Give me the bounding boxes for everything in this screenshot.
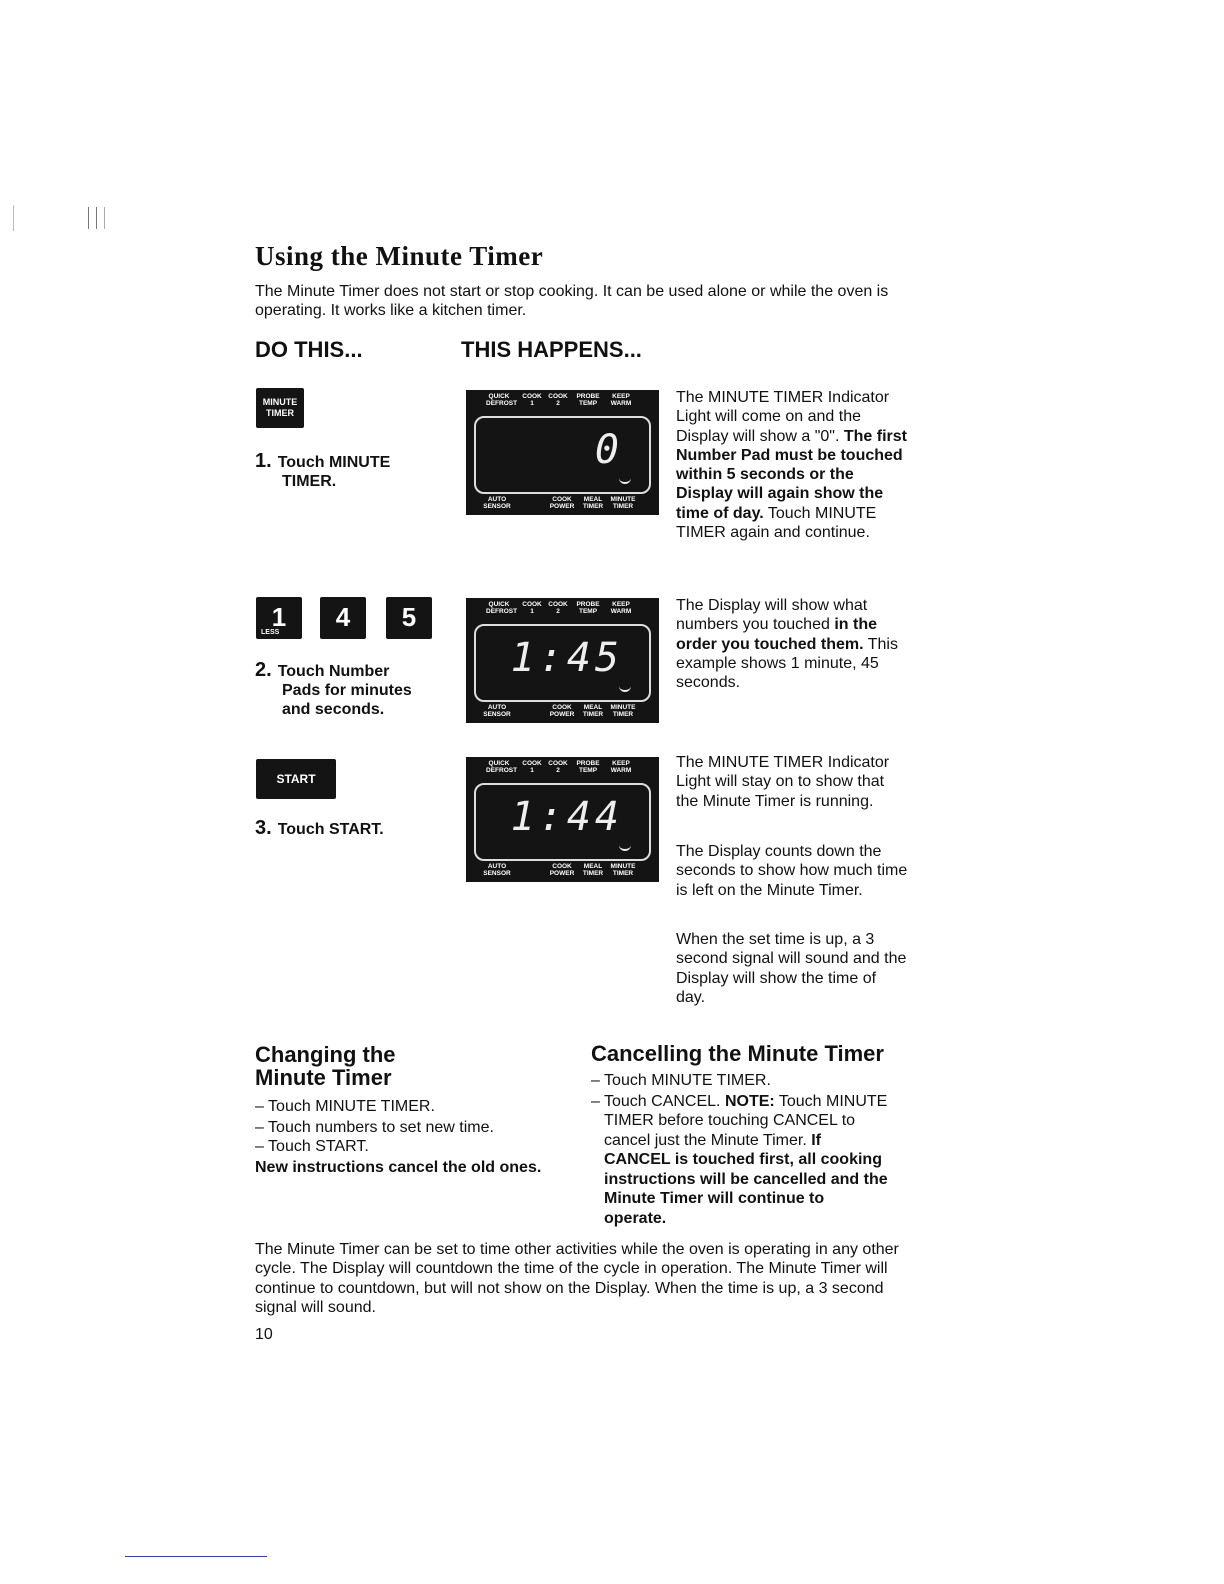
panel-label: MEAL TIMER: [582, 863, 604, 877]
step-action: Touch START.: [277, 821, 384, 838]
key-label: MINUTE: [262, 397, 298, 407]
list-item: – Touch numbers to set new time.: [255, 1118, 494, 1136]
step-number: 1.: [255, 450, 272, 472]
start-key: START: [256, 759, 336, 799]
this-happens-heading: THIS HAPPENS...: [461, 337, 642, 362]
page-number: 10: [255, 1326, 273, 1343]
heading-line: Changing the: [255, 1042, 396, 1067]
list-item: – Touch START.: [255, 1138, 369, 1155]
list-item-text: [604, 1092, 889, 1229]
step-action: Touch MINUTE: [277, 454, 391, 471]
panel-label: MINUTE TIMER: [610, 704, 636, 718]
panel-label: MEAL TIMER: [582, 496, 604, 510]
panel-label: COOK 1: [522, 393, 542, 407]
step-3-description: The Display counts down the seconds to show how much time is left on the Minute Timer.: [676, 843, 908, 899]
intro-text: The Minute Timer does not start or stop cooking. It can be used alone or while the oven is operating. It works like a kitchen timer.: [255, 283, 889, 319]
note-label: NOTE:: [724, 1092, 775, 1110]
list-dash: –: [591, 1092, 600, 1110]
panel-label: KEEP WARM: [610, 393, 632, 407]
indicator-light: [619, 844, 631, 851]
display-window: [474, 783, 651, 861]
panel-label: MINUTE TIMER: [610, 496, 636, 510]
step-action: Touch Number: [277, 663, 390, 680]
list-bold: If CANCEL is touched first, all cooking instructions will be cancelled and the Minute Timer will continue to operate.: [604, 1131, 888, 1227]
panel-label: AUTO SENSOR: [483, 496, 511, 510]
step-1-description: [676, 388, 908, 542]
margin-mark: [88, 207, 89, 229]
number-key-5: 5: [386, 597, 432, 639]
panel-label: QUICK DEFROST: [486, 393, 518, 407]
list-item: – Touch MINUTE TIMER.: [255, 1098, 435, 1115]
panel-bottom-labels: [466, 496, 659, 512]
panel-label: COOK 2: [548, 601, 568, 615]
step-number: 3.: [255, 817, 272, 839]
list-item: [591, 1092, 916, 1229]
panel-label: COOK 1: [522, 760, 542, 774]
oven-display-panel: [466, 598, 659, 723]
list-text: Touch MINUTE TIMER before touching CANCEL to cancel just the Minute Timer.: [604, 1092, 888, 1149]
panel-label: KEEP WARM: [610, 760, 632, 774]
key-sublabel: LESS: [261, 629, 280, 636]
panel-label: PROBE TEMP: [576, 760, 600, 774]
panel-label: COOK POWER: [549, 863, 575, 877]
display-window: [474, 624, 651, 702]
section-heading: [255, 1043, 555, 1089]
closing-paragraph: The Minute Timer can be set to time other activities while the oven is operating in any other cycle. The Display will countdown the time of the cycle in operation. The Minute Timer will continue to countdown, but will not show on the Display. When the time is up, a 3 second signal will sound.: [255, 1241, 899, 1316]
panel-label: KEEP WARM: [610, 601, 632, 615]
step-2-description: [676, 596, 908, 692]
oven-display-panel: [466, 757, 659, 882]
section-note: New instructions cancel the old ones.: [255, 1158, 542, 1176]
cancelling-section: [591, 1042, 916, 1228]
panel-label: AUTO SENSOR: [483, 704, 511, 718]
display-window: [474, 416, 651, 494]
display-readout: 1:45: [510, 635, 623, 681]
key-number: 1: [271, 602, 287, 632]
list-item: – Touch MINUTE TIMER.: [591, 1072, 771, 1089]
step-3-description: When the set time is up, a 3 second signal will sound and the Display will show the time of day.: [676, 931, 907, 1006]
margin-mark: [13, 205, 14, 231]
desc-text: Touch MINUTE TIMER again and continue.: [676, 504, 877, 542]
margin-mark: [96, 207, 97, 229]
panel-label: QUICK DEFROST: [486, 760, 518, 774]
step-number: 2.: [255, 659, 272, 681]
step-action: and seconds.: [282, 701, 385, 718]
page-title: Using the Minute Timer: [255, 241, 544, 271]
number-key-4: 4: [320, 597, 366, 639]
display-readout: 0: [594, 427, 623, 473]
heading-line: Minute Timer: [255, 1065, 392, 1090]
panel-label: COOK 2: [548, 760, 568, 774]
step-3-description: The MINUTE TIMER Indicator Light will stay on to show that the Minute Timer is running.: [676, 754, 890, 810]
key-label: TIMER: [266, 408, 294, 418]
panel-label: PROBE TEMP: [576, 601, 600, 615]
panel-label: QUICK DEFROST: [486, 601, 518, 615]
number-key-1: [256, 597, 302, 639]
panel-label: COOK POWER: [549, 704, 575, 718]
desc-bold: in the order you touched them.: [676, 616, 877, 653]
desc-bold: The first Number Pad must be touched within 5 seconds or the Display will again show the time of day.: [676, 427, 907, 522]
panel-label: COOK POWER: [549, 496, 575, 510]
oven-display-panel: [466, 390, 659, 515]
desc-text: This example shows 1 minute, 45 seconds.: [676, 635, 898, 692]
indicator-light: [619, 685, 631, 692]
panel-bottom-labels: [466, 704, 659, 720]
display-readout: 1:44: [510, 794, 623, 840]
panel-label: COOK 1: [522, 601, 542, 615]
step-3: [255, 819, 384, 839]
section-heading: Cancelling the Minute Timer: [591, 1041, 884, 1066]
changing-section: [255, 1043, 555, 1177]
step-1: [255, 452, 390, 491]
footer-rule: [125, 1556, 267, 1557]
panel-label: MEAL TIMER: [582, 704, 604, 718]
step-action: Pads for minutes: [282, 682, 412, 699]
panel-label: COOK 2: [548, 393, 568, 407]
margin-mark: [104, 207, 105, 229]
list-text: Touch CANCEL.: [604, 1092, 725, 1110]
do-this-heading: DO THIS...: [255, 337, 363, 362]
step-2: [255, 661, 412, 719]
desc-text: The MINUTE TIMER Indicator Light will come on and the Display will show a "0".: [676, 389, 890, 445]
panel-label: PROBE TEMP: [576, 393, 600, 407]
panel-bottom-labels: [466, 863, 659, 879]
panel-label: AUTO SENSOR: [483, 863, 511, 877]
minute-timer-key: [256, 388, 304, 428]
panel-label: MINUTE TIMER: [610, 863, 636, 877]
indicator-light: [619, 477, 631, 484]
desc-text: The Display will show what numbers you touched: [676, 597, 868, 634]
step-action: TIMER.: [282, 473, 337, 490]
